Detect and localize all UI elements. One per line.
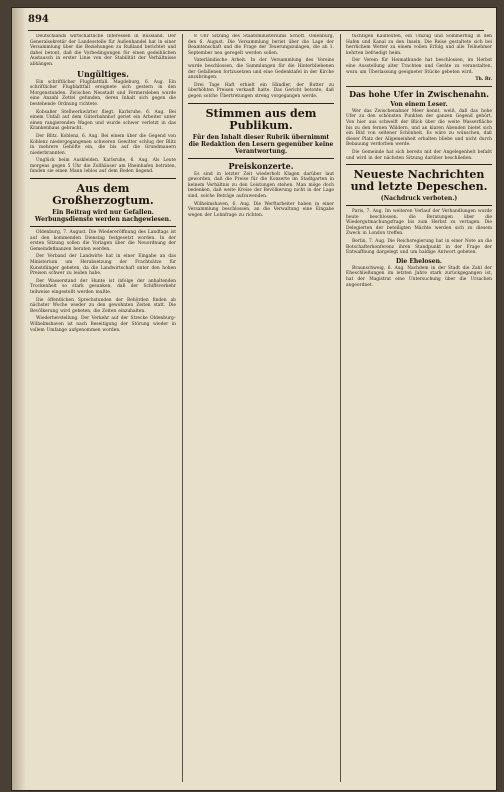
newspaper-page [12, 8, 496, 790]
article-paragraph: Wilhelmshaven, 6. Aug. Die Werftarbeiter haben in einer Versammlung beschlossen, an die Verwaltung eine Eingabe wegen der Lohnfrage zu richten. [188, 201, 334, 218]
article-paragraph: Es sind in letzter Zeit wiederholt Klagen darüber laut geworden, daß die Preise für die Konzerte im Stadtgarten in keinem Verhältnis zu den Leistungen stehen. Man möge doch bedenken, daß weite Kreise der Bevölkerung nicht in der Lage sind, solche Beträge aufzuwenden. [188, 171, 334, 199]
article-paragraph: Der Verein für Heimatkunde hat beschlossen, im Herbst eine Ausstellung alter Trachten und Geräte zu veranstalten, wozu um Überlassung geeigneter Stücke gebeten wird. [346, 58, 492, 75]
article-paragraph: Kobsaßer Stellwerkwärter fliegt. Karlsruhe, 6. Aug. Bei einem Unfall auf dem Güterbahnhof geriet ein Arbeiter unter einen rangierenden Wagen und wurde schwer verletzt in das Krankenhaus gebracht. [30, 109, 176, 132]
article-paragraph: Vaterländische Arbeit. In der Versammlung des Vereins wurde beschlossen, die Sammlungen für die Hinterbliebenen der Gefallenen fortzusetzen und eine Gedenktafel in der Kirche anzubringen. [188, 58, 334, 81]
article-paragraph: Die Gemeinde hat sich bereits mit der Angelegenheit befaßt und wird in der nächsten Sitzung darüber beschließen. [346, 149, 492, 161]
section-subheading: Von einem Leser. [390, 100, 448, 108]
article-paragraph: Ein schriftlicher Flugblattfall. Magdeburg, 6. Aug. Ein schriftlicher Flugblattfall ereignete sich gestern in den Morgenstunden. Zwischen Neustadt und Fermersleben wurde eine Anzahl Zettel gefunden, deren Inhalt sich gegen die bestehende Ordnung richtete. [30, 79, 176, 107]
article-signature: Th. Br. [475, 77, 492, 83]
article-paragraph: Unglück beim Auskleiden. Karlsruhe, 6. Aug. Als Leute morgens gegen 5 Uhr die Zollhäuser am Rheinhafen betraten, fanden sie einen Mann leblos auf dem Boden liegend. [30, 158, 176, 175]
section-heading-misc: Ungültiges. [77, 68, 129, 79]
section-heading-shore: Das hohe Ufer in Zwischenahn. [349, 88, 489, 99]
section-subheading: Für den Inhalt dieser Rubrik übernimmt die Redaktion den Lesern gegenüber keine Verantwortung. [188, 133, 334, 155]
section-subheading: (Nachdruck verboten.) [380, 195, 458, 203]
column-right [346, 34, 492, 782]
article-title-unmarried: Die Ehelosen. [395, 257, 443, 265]
section-subheading: Ein Beitrag wird nur Gefallen. Werbungsdienste werden nachgewiesen. [34, 209, 172, 224]
article-paragraph: Der Verband der Landwirte hat in einer Eingabe an das Ministerium um Herabsetzung der Frachtsätze für Kunstdünger gebeten, da die Landwirtschaft unter den hohen Preisen schwer zu leiden habe. [30, 254, 176, 277]
article-paragraph: Paris, 7. Aug. Im weiteren Verlauf der Verhandlungen wurde heute beschlossen, die Beratungen über die Wiedergutmachungsfrage bis zum Herbst zu vertagen. Die Delegierten der beteiligten Mächte werden sich zu diesem Zweck in London treffen. [346, 209, 492, 237]
article-paragraph: 8 Uhr Sitzung des Staatsministeriums Schott. Oldenburg, den 6. August. Die Versammlung beriet über die Lage der Beamtenschaft und die Frage der Teuerungszulagen, die ab 1. September neu geregelt werden sollen. [188, 34, 334, 56]
header-rule [28, 30, 484, 31]
column-middle [188, 34, 334, 782]
article-paragraph: Wiederherstellung. Der Verkehr auf der Strecke Oldenburg–Wilhelmshaven ist nach Beseitigung der Störung wieder in vollem Umfange aufgenommen worden. [30, 316, 176, 333]
article-paragraph: Berlin, 7. Aug. Die Reichsregierung hat in einer Note an die Botschafterkonferenz ihren Standpunkt in der Frage der Entwaffnung dargelegt und um baldige Antwort gebeten. [346, 239, 492, 256]
article-paragraph: Braunschweig, 6. Aug. Nachdem in der Stadt die Zahl der Eheschließungen im letzten Jahre stark zurückgegangen ist, hat der Magistrat eine Untersuchung über die Ursachen angeordnet. [346, 265, 492, 288]
column-divider [340, 34, 341, 782]
article-paragraph: Drei Tage Haft erhielt ein Händler, der Butter zu überhöhten Preisen verkauft hatte. Das Gericht betonte, daß gegen solche Übertretungen streng vorgegangen werde. [188, 82, 334, 99]
article-paragraph: Wer das Zwischenahner Meer kennt, weiß, daß das hohe Ufer zu den schönsten Punkten der ganzen Gegend gehört. Von hier aus schweift der Blick über die weite Wasserfläche bis zu den fernen Wäldern, und an klaren Abenden bietet sich ein Bild von seltener Schönheit. Es wäre zu wünschen, daß dieser Platz der Allgemeinheit erhalten bliebe und nicht durch Bebauung verdorben werde. [346, 108, 492, 148]
section-rule [346, 86, 492, 87]
article-paragraph: tüchtigen Kaufleuten, ein Umzug und Sommerflug in den Hafen und Kanal zu den Inseln. Die Reise gestaltete sich bei herrlichem Wetter zu einem vollen Erfolg und alle Teilnehmer kehrten befriedigt heim. [346, 34, 492, 56]
section-heading-public-voices: Stimmen aus dem Publikum. [205, 106, 317, 132]
column-left [30, 34, 176, 782]
article-paragraph: Oldenburg, 7. August. Die Wiedereröffnung des Landtags ist auf den kommenden Dienstag festgesetzt worden. In der ersten Sitzung sollen die Vorlagen über die Neuordnung der Gemeindefinanzen beraten werden. [30, 230, 176, 252]
page-number: 894 [28, 14, 49, 25]
article-paragraph: Der Blitz. Koblenz, 6. Aug. Bei einem über die Gegend von Koblenz niedergegangenen schweren Gewitter schlug der Blitz in mehrere Gehöfte ein, die bis auf die Grundmauern niederbrannten. [30, 133, 176, 156]
page-binding-shadow [12, 8, 26, 790]
article-lead: Deutschlands wirtschaftliche Interessen in Russland. Der Generalsekretär der Landesstelle für Außenhandel hat in einer Versammlung über die Beziehungen zu Rußland berichtet und dabei betont, daß die Vorbedingungen für einen gedeihlichen Austausch in erster Linie von der Stabilität der Verhältnisse abhängen. [30, 34, 176, 67]
column-divider [182, 34, 183, 782]
section-heading-latest-news: Neueste Nachrichten und letzte Depeschen. [350, 168, 488, 194]
article-title-concerts: Preiskonzerte. [228, 160, 294, 171]
article-paragraph: Der Wasserstand der Hunte ist infolge der anhaltenden Trockenheit so stark gesunken, daß der Schiffsverkehr teilweise eingestellt werden mußte. [30, 278, 176, 295]
section-heading-grand-duchy: Aus dem Großherzogtum. [52, 182, 154, 208]
article-paragraph: Die öffentlichen Sprechstunden der Behörden finden ab nächster Woche wieder zu den gewohnten Zeiten statt. Die Bevölkerung wird gebeten, die Zeiten einzuhalten. [30, 297, 176, 314]
